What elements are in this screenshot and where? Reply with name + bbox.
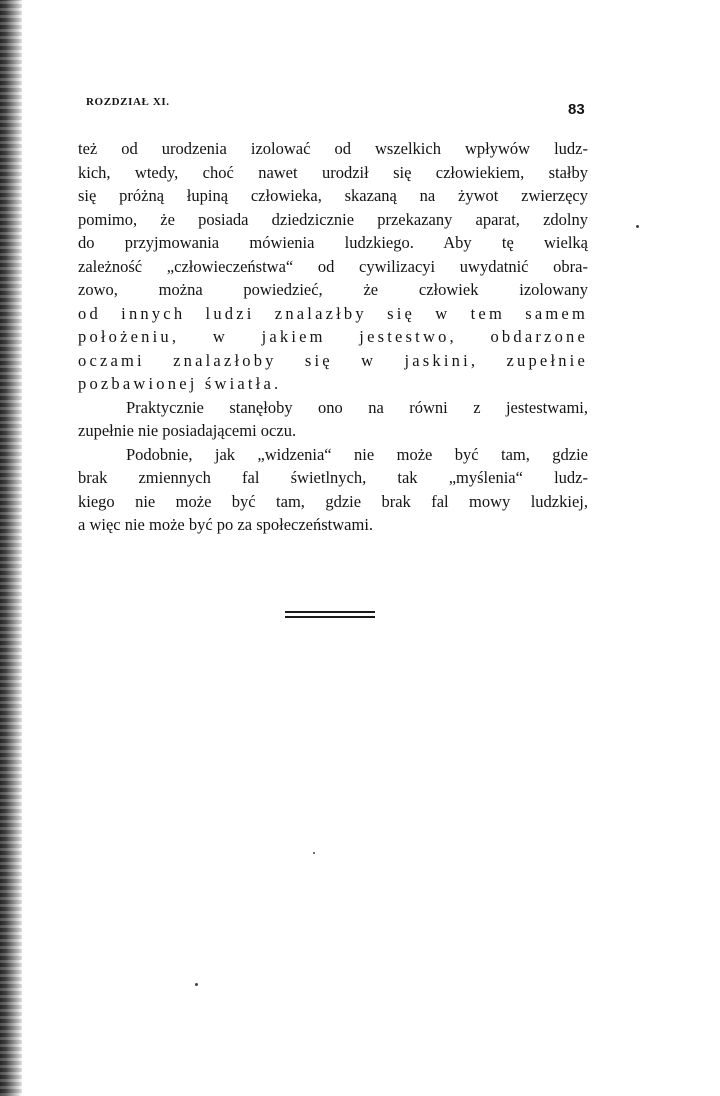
paragraph-first-line: Praktycznie stanęłoby ono na równi z jestestwami, bbox=[126, 397, 588, 417]
text-line: a więc nie może być po za społeczeństwami. bbox=[78, 515, 374, 534]
text-line: też od urodzenia izolować od wszelkich wpływów ludz‑ bbox=[78, 139, 588, 158]
paper-speck bbox=[195, 983, 198, 986]
rule-line bbox=[285, 611, 375, 613]
text-line: kiego nie może być tam, gdzie brak fal mowy ludzkiej, bbox=[78, 491, 588, 511]
text-line: brak zmiennych fal świetlnych, tak „myślenia“ ludz‑ bbox=[78, 468, 588, 487]
rule-line bbox=[285, 616, 375, 618]
text-line-spaced: od innych ludzi znalazłby się w tem samem bbox=[78, 303, 588, 323]
text-line: zowo, można powiedzieć, że człowiek izolowany bbox=[78, 280, 588, 299]
text-line: się próżną łupiną człowieka, skazaną na żywot zwierzęcy bbox=[78, 186, 588, 205]
running-head: ROZDZIAŁ XI. bbox=[86, 96, 170, 108]
paragraph-first-line: Podobnie, jak „widzenia“ nie może być tam, gdzie bbox=[126, 444, 588, 464]
text-line-spaced: pozbawionej światła. bbox=[78, 374, 282, 393]
text-line: zupełnie nie posiadającemi oczu. bbox=[78, 421, 297, 440]
page-number: 83 bbox=[568, 101, 585, 118]
paper-speck bbox=[313, 852, 315, 854]
body-text bbox=[78, 137, 588, 537]
text-line: do przyjmowania mówienia ludzkiego. Aby tę wielką bbox=[78, 233, 588, 252]
text-line: kich, wtedy, choć nawet urodził się człowiekiem, stałby bbox=[78, 162, 588, 182]
text-line-spaced: położeniu, w jakiem jestestwo, obdarzone bbox=[78, 327, 588, 346]
double-rule-ornament bbox=[285, 611, 375, 621]
book-spine-shadow bbox=[0, 0, 22, 1096]
text-line: pomimo, że posiada dziedzicznie przekazany aparat, zdolny bbox=[78, 209, 588, 229]
text-line: zależność „człowieczeństwa“ od cywilizacyi uwydatnić obra‑ bbox=[78, 256, 588, 276]
text-line-spaced: oczami znalazłoby się w jaskini, zupełnie bbox=[78, 350, 588, 370]
paper-speck bbox=[636, 225, 639, 228]
